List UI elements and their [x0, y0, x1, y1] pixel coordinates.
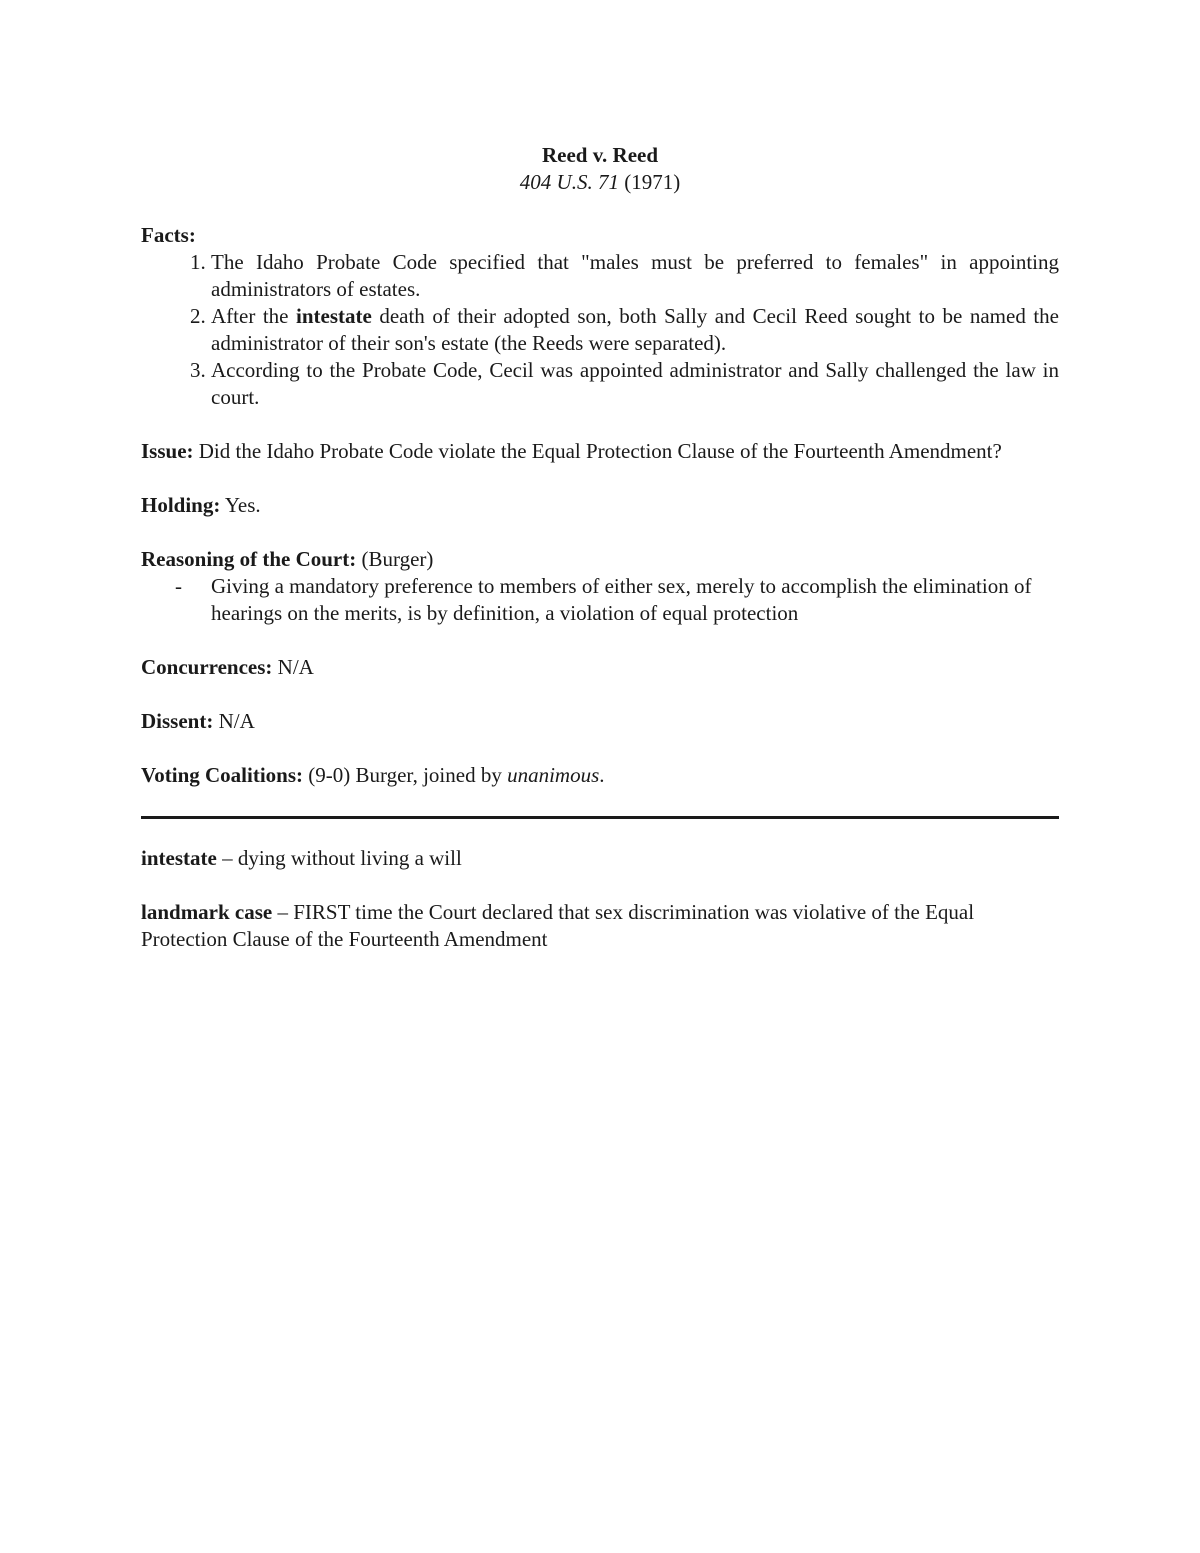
definition-text: – dying without living a will: [216, 846, 462, 870]
reasoning-point: [175, 573, 1059, 627]
reasoning-label: Reasoning of the Court:: [141, 547, 357, 571]
fact-text: After the: [211, 304, 296, 328]
horizontal-rule: [141, 816, 1059, 819]
reasoning-list: [141, 573, 1059, 627]
definition-item: [141, 845, 1059, 872]
holding-label: Holding:: [141, 493, 221, 517]
fact-term-intestate: intestate: [296, 304, 372, 328]
fact-text: According to the Probate Code, Cecil was appointed administrator and Sally challenged the law in court.: [211, 358, 1059, 409]
definition-term: intestate: [141, 846, 217, 870]
reasoning-section: [141, 546, 1059, 627]
voting-section: [141, 762, 1059, 789]
voting-end: .: [599, 763, 605, 787]
definition-term: landmark case: [141, 900, 273, 924]
fact-item: [211, 249, 1059, 303]
document-page: [141, 142, 1059, 980]
fact-text: death of their adopted son, both Sally and Cecil Reed sought to be named the administrator of their son's estate (the Reeds were separated).: [211, 304, 1059, 355]
definition-text: – FIRST time the Court declared that sex discrimination was violative of the Equal Protection Clause of the Fourteenth Amendment: [141, 900, 975, 951]
voting-label: Voting Coalitions:: [141, 763, 304, 787]
case-title: Reed v. Reed: [541, 143, 659, 167]
citation-year: (1971): [624, 170, 681, 194]
facts-section: [141, 222, 1059, 411]
issue-label: Issue:: [141, 439, 194, 463]
reasoning-heading: [141, 546, 1059, 573]
fact-item: [211, 357, 1059, 411]
dissent-text: N/A: [213, 709, 255, 733]
holding-text: Yes.: [220, 493, 261, 517]
concurrences-section: [141, 654, 1059, 681]
issue-section: [141, 438, 1059, 465]
concurrences-text: N/A: [272, 655, 314, 679]
voting-text: (9-0) Burger, joined by: [303, 763, 508, 787]
facts-label: Facts:: [141, 223, 196, 247]
reasoning-point-text: Giving a mandatory preference to members of either sex, merely to accomplish the elimination of hearings on the merits, is by definition, a violation of equal protection: [211, 574, 1032, 625]
reasoning-author: (Burger): [356, 547, 434, 571]
definition-item: [141, 899, 1059, 953]
fact-item: [211, 303, 1059, 357]
dash-marker: -: [175, 574, 182, 598]
fact-text: The Idaho Probate Code specified that "males must be preferred to females" in appointing administrators of estates.: [211, 250, 1059, 301]
voting-italic: unanimous: [507, 763, 600, 787]
holding-section: [141, 492, 1059, 519]
facts-list: [141, 249, 1059, 411]
dissent-section: [141, 708, 1059, 735]
dissent-label: Dissent:: [141, 709, 214, 733]
concurrences-label: Concurrences:: [141, 655, 273, 679]
citation-reporter: 404 U.S. 71: [519, 170, 619, 194]
issue-text: Did the Idaho Probate Code violate the Equal Protection Clause of the Fourteenth Amendment?: [193, 439, 1002, 463]
case-citation: [141, 169, 1059, 196]
